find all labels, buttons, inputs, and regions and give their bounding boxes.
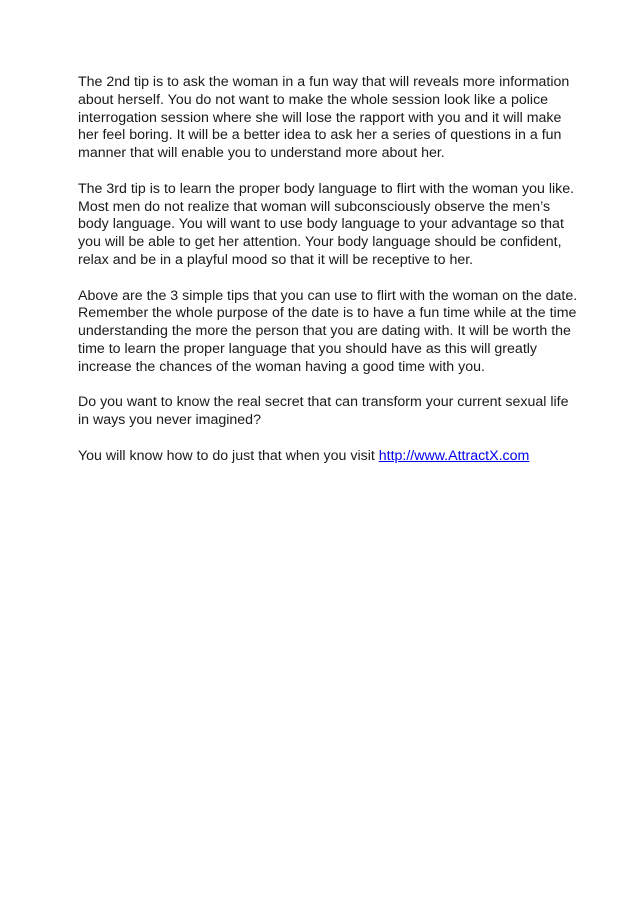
paragraph-question: Do you want to know the real secret that can transform your current sexual life in ways you never imagined? bbox=[78, 394, 569, 429]
paragraph-second-tip: The 2nd tip is to ask the woman in a fun way that will reveals more information about herself. You do not want to make the whole session look like a police interrogation session where she will lose the rapport with you and it will make her feel boring. It will be a better idea to ask her a series of questions in a fun manner that will enable you to understand more about her. bbox=[78, 74, 570, 162]
paragraph-third-tip: The 3rd tip is to learn the proper body language to flirt with the woman you like. Most men do not realize that woman will subconsciously observe the men’s body language. You will want to use body language to your advantage so that you will be able to get her attention. Your body language should be confident, relax and be in a playful mood so that it will be receptive to her. bbox=[78, 180, 575, 268]
paragraph-summary: Above are the 3 simple tips that you can use to flirt with the woman on the date. Remember the whole purpose of the date is to have a fun time while at the time understanding the more the person that you are dating with. It will be worth the time to learn the proper language that you should have as this will greatly increase the chances of the woman having a good time with you. bbox=[78, 287, 578, 375]
closing-text: You will know how to do just that when you visit bbox=[78, 447, 379, 464]
document-body bbox=[78, 74, 578, 483]
website-link[interactable]: http://www.AttractX.com bbox=[378, 447, 530, 464]
paragraph-closing bbox=[78, 448, 578, 466]
